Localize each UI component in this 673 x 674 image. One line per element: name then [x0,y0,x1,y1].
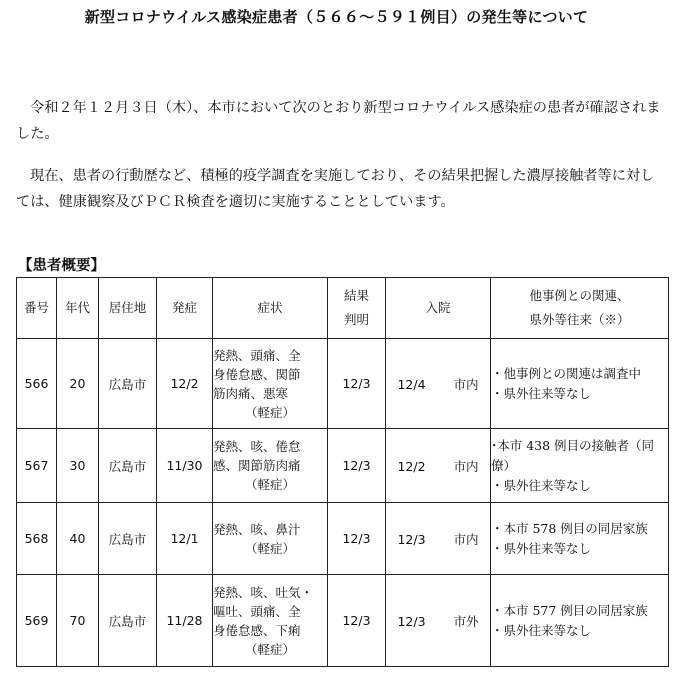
intro-text: 令和２年１２月３日（木）、本市において次のとおり新型コロナウイルス感染症の患者が確認されました。 [16,100,661,142]
cell-onset: 11/28 [157,575,213,667]
followup-text: 現在、患者の行動歴など、積極的疫学調査を実施しており、その結果把握した濃厚接触者等に対しては、健康観察及びＰＣＲ検査を適切に実施することとしています。 [16,168,655,210]
header-relation [491,278,669,339]
relation-line: ・県外往来等なし [491,622,592,638]
admission-date: 12/4 [397,376,426,392]
cell-relation [491,575,669,667]
header-residence: 居住地 [99,278,157,339]
patient-table [16,277,669,667]
symptom-line: 発熱、頭痛、全 [213,347,301,363]
relation-line: ・県外往来等なし [491,540,592,556]
cell-relation [491,339,669,429]
cell-age: 40 [57,503,99,575]
header-result [328,278,386,339]
cell-result: 12/3 [328,503,386,575]
table-row [17,575,669,667]
cell-symptoms [213,429,328,503]
symptom-line: 発熱、咳、吐気・ [213,584,314,600]
cell-number: 566 [17,339,57,429]
cell-result: 12/3 [328,575,386,667]
header-result-line1: 結果 [343,288,369,303]
cell-age: 20 [57,339,99,429]
relation-line: ・県外往来等なし [491,385,592,401]
cell-symptoms [213,339,328,429]
relation-line: ・他事例との関連は調査中 [491,365,642,381]
symptom-line: 嘔吐、頭痛、全 [213,603,301,619]
cell-number: 569 [17,575,57,667]
header-result-line2: 判明 [343,312,369,327]
header-onset: 発症 [157,278,213,339]
table-row [17,339,669,429]
severity: （軽症） [244,540,295,556]
admission-place: 市内 [453,458,479,474]
cell-result: 12/3 [328,339,386,429]
admission-place: 市内 [453,376,479,392]
header-symptoms: 症状 [213,278,328,339]
cell-symptoms [213,575,328,667]
cell-onset: 11/30 [157,429,213,503]
cell-residence: 広島市 [99,339,157,429]
cell-relation [491,429,669,503]
cell-onset: 12/1 [157,503,213,575]
cell-symptoms [213,503,328,575]
symptom-line: 発熱、咳、鼻汁 [213,521,301,537]
cell-admission [386,503,491,575]
cell-result: 12/3 [328,429,386,503]
cell-relation [491,503,669,575]
intro-paragraph [16,95,664,147]
severity: （軽症） [244,404,295,420]
symptom-line: 感、関節筋肉痛 [213,458,301,473]
cell-age: 30 [57,429,99,503]
admission-place: 市外 [453,613,479,629]
cell-number: 568 [17,503,57,575]
cell-residence: 広島市 [99,503,157,575]
severity: （軽症） [244,477,295,492]
table-row [17,429,669,503]
relation-line: 僚） [491,457,517,473]
relation-line: ・本市 577 例目の同居家族 [491,602,648,618]
admission-date: 12/3 [397,613,426,629]
relation-line: ・県外往来等なし [491,477,592,493]
relation-line: ・本市 578 例目の同居家族 [491,520,648,536]
admission-date: 12/3 [397,531,426,547]
header-age: 年代 [57,278,99,339]
cell-residence: 広島市 [99,575,157,667]
admission-place: 市内 [453,531,479,547]
cell-admission [386,575,491,667]
cell-onset: 12/2 [157,339,213,429]
symptom-line: 筋肉痛、悪寒 [213,385,289,401]
cell-number: 567 [17,429,57,503]
section-heading: 【患者概要】 [18,258,105,274]
symptom-line: 身倦怠感、下痢 [213,622,301,638]
admission-date: 12/2 [397,458,426,474]
document-title: 新型コロナウイルス感染症患者（５６６～５９１例目）の発生等について [84,8,589,26]
severity: （軽症） [244,641,295,657]
symptom-line: 発熱、咳、倦怠 [213,439,301,454]
cell-residence: 広島市 [99,429,157,503]
cell-admission [386,429,491,503]
table-row [17,503,669,575]
header-admission: 入院 [386,278,491,339]
relation-line: ･本市 438 例目の接触者（同 [491,437,655,453]
header-relation-line1: 他事例との関連、 [529,288,630,303]
cell-age: 70 [57,575,99,667]
header-relation-line2: 県外等往来（※） [529,312,630,327]
symptom-line: 身倦怠感、関節 [213,366,301,382]
cell-admission [386,339,491,429]
followup-paragraph [16,163,664,215]
header-number: 番号 [17,278,57,339]
table-header-row [17,278,669,339]
